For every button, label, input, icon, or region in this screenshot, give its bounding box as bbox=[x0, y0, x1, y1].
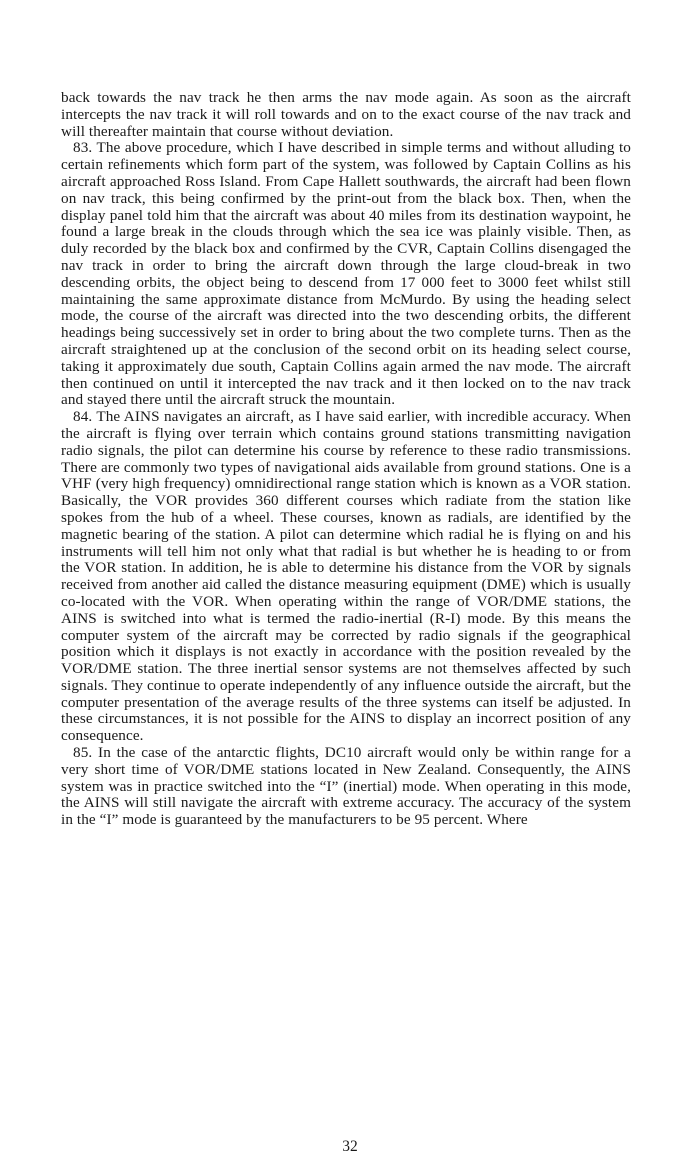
paragraph-83: 83. The above procedure, which I have described in simple terms and without alluding to certain refinements which form part of the system, was followed by Captain Collins as his aircraft approached Ross Island. From Cape Hallett southwards, the aircraft had been flown on nav track, this being confirmed by the print-out from the black box. Then, when the display panel told him that the aircraft was about 40 miles from its destination waypoint, he found a large break in the clouds through which the sea ice was plainly visible. Then, as duly recorded by the black box and confirmed by the CVR, Captain Collins disengaged the nav track in order to bring the aircraft down through the large cloud-break in two descending orbits, the object being to descend from 17 000 feet to 3000 feet whilst still maintaining the same approximate distance from McMurdo. By using the heading select mode, the course of the aircraft was directed into the two descending orbits, the different headings being successively set in order to bring about the two complete turns. Then as the aircraft straightened up at the conclusion of the second orbit on its heading select course, taking it approximately due south, Captain Collins again armed the nav mode. The aircraft then continued on until it intercepted the nav track and it then locked on to the nav track and stayed there until the aircraft struck the mountain. bbox=[61, 139, 631, 409]
paragraph-84: 84. The AINS navigates an aircraft, as I have said earlier, with incredible accuracy. When the aircraft is flying over terrain which contains ground stations transmitting navigation radio signals, the pilot can determine his course by reference to these radio transmissions. There are commonly two types of navigational aids available from ground stations. One is a VHF (very high frequency) omnidirectional range station which is known as a VOR station. Basically, the VOR provides 360 different courses which radiate from the station like spokes from the hub of a wheel. These courses, known as radials, are identified by the magnetic bearing of the station. A pilot can determine which radial he is flying on and his instruments will tell him not only what that radial is but whether he is heading to or from the VOR station. In addition, he is able to determine his distance from the VOR by signals received from another aid called the distance measuring equipment (DME) which is usually co-located with the VOR. When operating within the range of VOR/DME stations, the AINS is switched into what is termed the radio-inertial (R-I) mode. By this means the computer system of the aircraft may be corrected by radio signals if the geographical position which it displays is not exactly in accordance with the position revealed by the VOR/DME station. The three inertial sensor systems are not themselves affected by such signals. They continue to operate independently of any influence outside the aircraft, but the computer presentation of the average results of the three systems can itself be adjusted. In these circumstances, it is not possible for the AINS to display an incorrect position of any consequence. bbox=[61, 408, 631, 745]
paragraph-85: 85. In the case of the antarctic flights, DC10 aircraft would only be within range for a very short time of VOR/DME stations located in New Zealand. Consequently, the AINS system was in practice switched into the “I” (inertial) mode. When operating in this mode, the AINS will still navigate the aircraft with extreme accuracy. The accuracy of the system in the “I” mode is guaranteed by the manufacturers to be 95 percent. Where bbox=[61, 744, 631, 829]
paragraph-continuation: back towards the nav track he then arms the nav mode again. As soon as the aircraft intercepts the nav track it will roll towards and on to the exact course of the nav track and will thereafter maintain that course without deviation. bbox=[61, 89, 631, 140]
document-body bbox=[61, 90, 631, 829]
page-number: 32 bbox=[342, 1138, 358, 1155]
